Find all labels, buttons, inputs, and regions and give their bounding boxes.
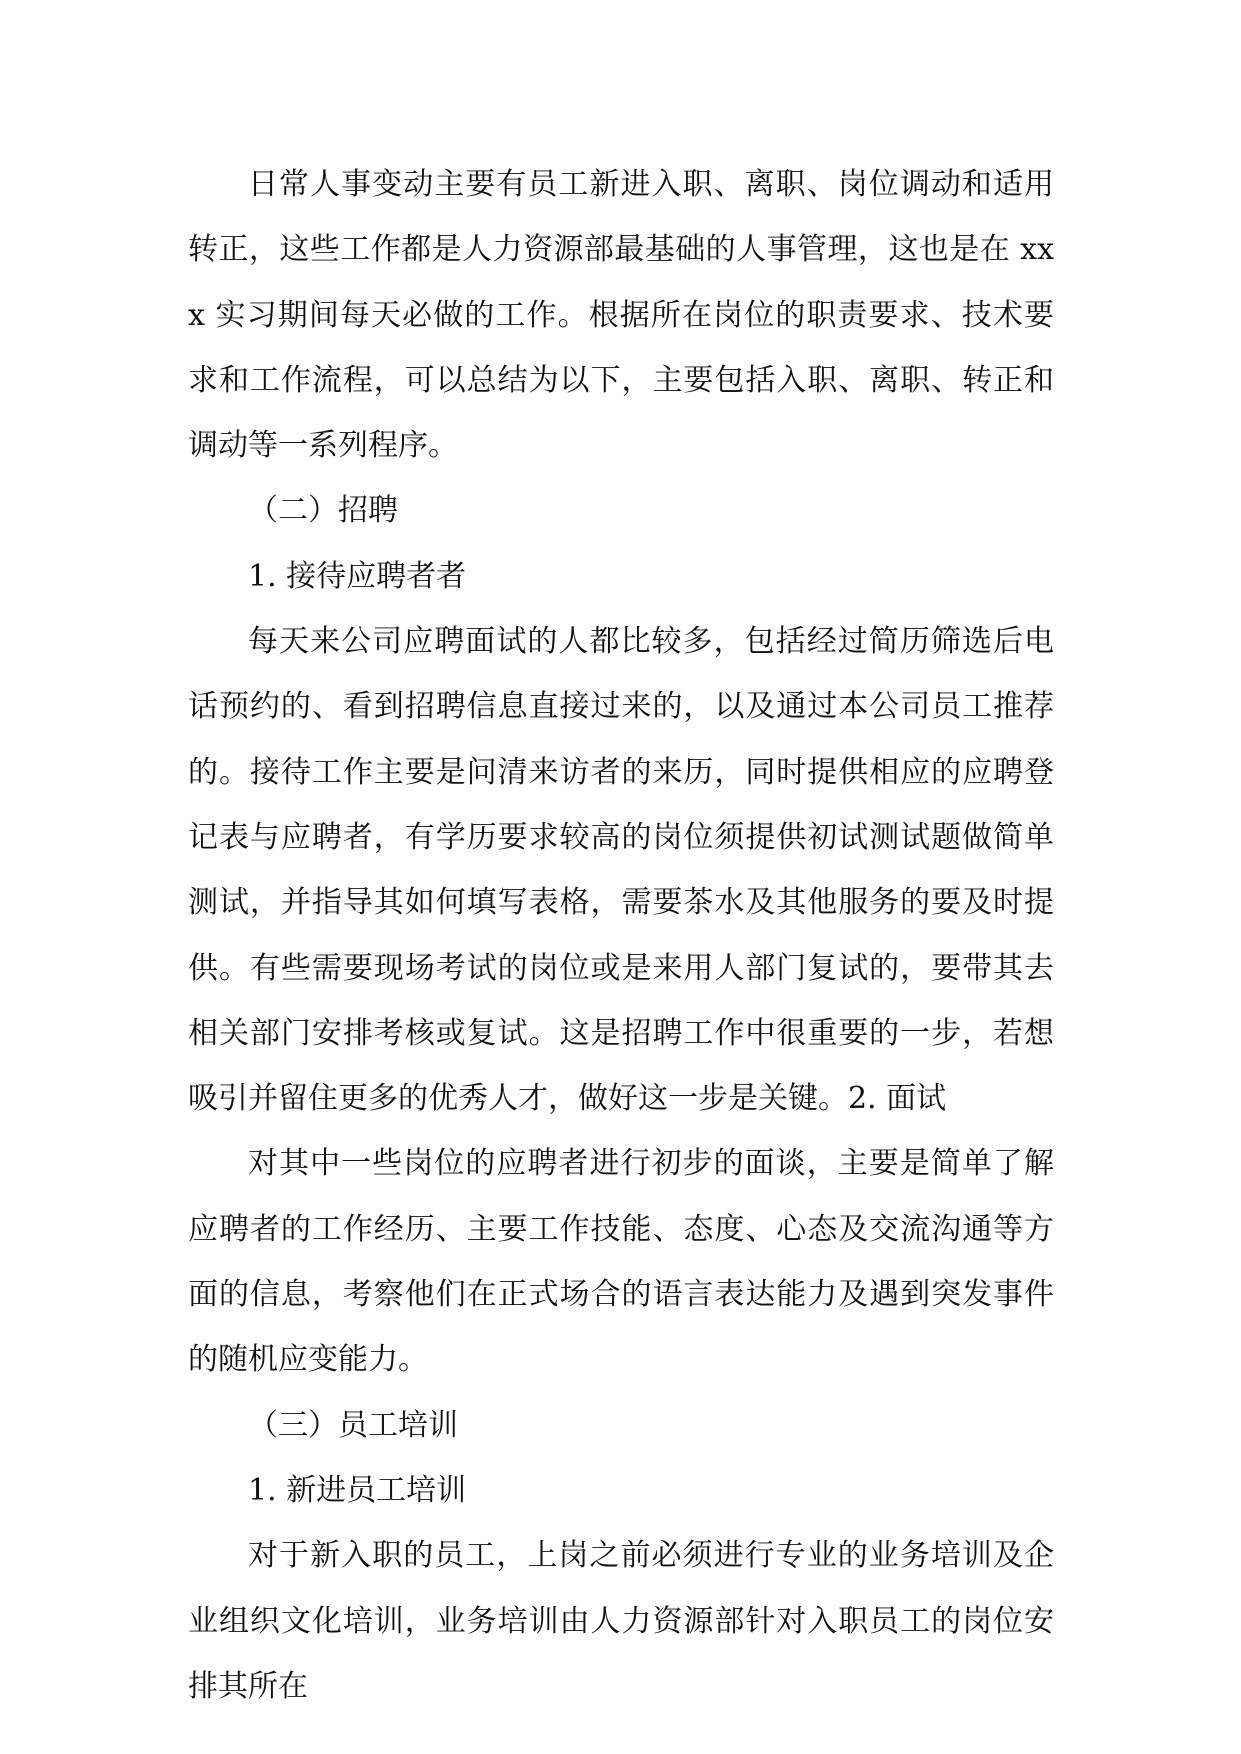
- heading-employee-training: （三）员工培训: [248, 1407, 458, 1443]
- paragraph-new-employee-training: 对于新入职的员工，上岗之前必须进行专业的业务培训及企业组织文化培训，业务培训由人力资源部针对入职员工的岗位安排其所在: [188, 1538, 1054, 1704]
- paragraph-receiving-applicants: 每天来公司应聘面试的人都比较多，包括经过简历筛选后电话预约的、看到招聘信息直接过来的，以及通过本公司员工推荐的。接待工作主要是问清来访者的来历，同时提供相应的应聘登记表与应聘者，有学历要求较高的岗位须提供初试测试题做简单测试，并指导其如何填写表格，需要茶水及其他服务的要及时提供。有些需要现场考试的岗位或是来用人部门复试的，要带其去相关部门安排考核或复试。这是招聘工作中很重要的一步，若想吸引并留住更多的优秀人才，做好这一步是关键。2. 面试: [188, 624, 1054, 1117]
- paragraph-personnel-changes: 日常人事变动主要有员工新进入职、离职、岗位调动和适用转正，这些工作都是人力资源部最基础的人事管理，这也是在 xxx 实习期间每天必做的工作。根据所在岗位的职责要求、技术要求和工作流程，可以总结为以下，主要包括入职、离职、转正和调动等一系列程序。: [188, 167, 1054, 464]
- document-body: [188, 152, 1054, 1719]
- subheading-receive-applicants: 1. 接待应聘者者: [248, 558, 467, 594]
- heading-recruitment: （二）招聘: [248, 493, 398, 529]
- paragraph-interview: 对其中一些岗位的应聘者进行初步的面谈，主要是简单了解应聘者的工作经历、主要工作技能、态度、心态及交流沟通等方面的信息，考察他们在正式场合的语言表达能力及遇到突发事件的随机应变能力。: [188, 1146, 1054, 1378]
- subheading-new-employee-training: 1. 新进员工培训: [248, 1472, 467, 1508]
